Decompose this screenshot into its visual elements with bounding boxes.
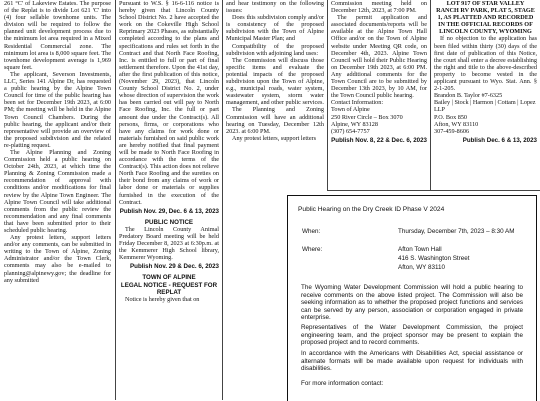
- column-3-hearing-issues: [226, 0, 324, 142]
- notice-paragraph: Any protest letters, support letters: [232, 134, 317, 142]
- contact-line: Alpine, WY 83128: [331, 120, 378, 128]
- contact-line: (307) 654-7757: [331, 127, 370, 135]
- notice-paragraph: Commission meeting held on December 12th, 2023, at 7:00 PM.: [331, 0, 427, 15]
- publish-dates: Publish Nov. 29 & Dec. 6, 2023: [130, 263, 219, 271]
- notice-paragraph: Notice is hereby given that on: [125, 295, 200, 303]
- publish-dates: Publish Nov. 8, 22 & Dec. 6, 2023: [331, 136, 427, 144]
- dry-creek-hearing-notice: [287, 195, 537, 401]
- notice-paragraph: The Commission will discuss those specific items and evaluate the potential impacts of the proposed subdivision upon the Town of Alpine, e.g., municipal roads, water system, wastewater system, storm water management, and other public services.: [226, 56, 324, 107]
- hearing-paragraph: Representatives of the Water Development Commission, the project engineering team, and the project sponsor may be present to explain the proposed project and to record comments.: [301, 324, 523, 347]
- contact-label: Contact Information:: [331, 99, 384, 107]
- notice-paragraph: The permit application and associated documents/reports will be available at the Alpine Town Hall Office and/or on the Town of Alpine website under Meeting QR code, on December 4th, 2023. Alpine Town Council will hold their Public Hearing on December 19th 2023, at 6:00 PM. Any additional comments for the Town Council are to be submitted by December 13th 2023, by 10 AM, for the Town Council public hearing.: [331, 14, 427, 100]
- notice-paragraph: Pursuant to W.S. § 16-6-116 notice is hereby given that Lincoln County School District No. 2 have accepted the work on the Cokeville High School Reprimary 2023 Phases, as substantially completed according to the plans and specifications and rules set forth in the Contract and that North Face Roofing, Inc. is entitled to full or part of final settlement therefore. Upon the 41st day, after the first publication of this notice, (November 29, 2023), that Lincoln County School District No. 2, under whose direction of supervision the work has been carried out will pay to North Face Roofing, Inc. the full or part amount due under the Contract(s). All persons, firms, or corporations who have any claims for work done or materials furnished on said public work are hereby notified that final payment will be made to North Face Roofing in accordance with the terms of the Contract(s). This action does not relieve North Face Roofing and the sureties on their bond from any claims of work or labor done or materials or supplies furnished in the execution of the Contract.: [119, 0, 219, 206]
- property-line: IN THE OFFICIAL RECORDS OF: [438, 21, 533, 29]
- column-5-title-notice: [434, 0, 537, 148]
- notice-paragraph: and hear testimony on the following issues:: [226, 0, 324, 15]
- notice-paragraph: The Alpine Planning and Zoning Commission held a public hearing on October 24th, 2023, at which time the Planning & Zoning Commission made a recommendation of approval with conditions and/or modifications for final review by the Alpine Town Engineer. The Alpine Town Council will take additional comments from the public review the recommendation and any final comments that have been submitted prior to their scheduled public hearing.: [4, 148, 111, 234]
- notice-paragraph: The Planning and Zoning Commission will have an additional hearing on Tuesday, December 12th 2023. at 6:00 PM.: [226, 106, 324, 135]
- publish-dates: Publish Dec. 6 & 13, 2023: [462, 136, 537, 144]
- when-label: When:: [302, 228, 321, 235]
- column-rule: [327, 0, 328, 190]
- column-rule: [430, 0, 431, 190]
- column-rule: [222, 0, 223, 400]
- notice-paragraph: 261 °C' of Lakeview Estates. The purpose of the Replat is to divide Lot 621 'C' into (4) four sellable townhome units. The division will be required to follow the planned unit development process due to the minimum lot area required in a Mixed Residential Commercial zone. The minimum lot area is 8,000 square feet. The townhome development average is 1,969 square feet.: [4, 0, 111, 71]
- contact-line: 250 River Circle – Box 3070: [331, 113, 403, 121]
- column-1-replat-notice: [4, 0, 111, 284]
- property-line: LINCOLN COUNTY, WYOMING: [439, 28, 532, 36]
- notice-paragraph: Any protest letters, support letters and/or any comments, can be submitted in writing to the Town of Alpine, Zoning Administrator and/or the Town Clerk, comments may also be e-mailed to planning@alpinewy.gov; the deadline for any submitted: [4, 234, 111, 284]
- publish-dates: Publish Nov. 29, Dec. 6 & 13, 2023: [119, 207, 219, 215]
- notice-heading: LEGAL NOTICE - REQUEST FOR REPLAT: [120, 281, 218, 296]
- notice-paragraph: The Lincoln County Animal Predatory Board meeting will be held Friday December 8, 2023 at 6:30p.m. at the Kemmerer High School library, Kemmerer Wyoming.: [119, 225, 219, 262]
- signature-line: Brandon B. Taylor #7-6325: [434, 92, 503, 100]
- hearing-paragraph: In accordance with the Americans with Disabilities Act, special assistance or alternate formats will be made available upon request for individuals with disabilities.: [301, 350, 523, 373]
- section-rule: [327, 190, 540, 191]
- notice-heading: PUBLIC NOTICE: [144, 218, 194, 226]
- when-value: Thursday, December 7th, 2023 – 8:30 AM: [398, 228, 515, 235]
- where-line: Afton, WY 83110: [398, 264, 446, 271]
- signature-line: 307-459-8606: [434, 127, 470, 135]
- notice-paragraph: The applicant, Severson Investments, LLC, Series 141 Alpine Dr, has requested a public hearing by the Alpine Town Council for time of the public hearing has been set for December 19th 2023, at 6:00 PM; the meeting will be held in the Alpine Town Council Chambers. During the public hearing, the applicant and/or their representative will provide an overview of the proposed subdivision and the related re-platting request.: [4, 70, 111, 149]
- notice-heading: TOWN OF ALPINE: [142, 274, 196, 282]
- column-4-council-hearing: [331, 0, 427, 148]
- property-line: LOT 917 OF STAR VALLEY: [446, 0, 525, 7]
- where-label: Where:: [302, 246, 323, 253]
- notice-paragraph: If no objection to the application has been filed within thirty (30) days of the first date of publication of this Notice, the court shall enter a decree establishing the right and title to the above-described property to become vested in the applicant pursuant to Wyo. Stat. Ann. § 2-1-205.: [434, 35, 537, 93]
- signature-line: Afton, WY 83110: [434, 120, 479, 128]
- where-line: 416 S. Washington Street: [398, 255, 470, 262]
- property-line: RANCH RV PARK, PLAT 5, STAGE: [436, 7, 535, 15]
- signature-line: Bailey | Stock | Harmon | Cottam | Lopez LLP: [434, 99, 536, 114]
- column-2-notices: [119, 0, 219, 303]
- contact-line: Town of Alpine: [331, 106, 370, 114]
- property-line: 1, AS PLATTED AND RECORDED: [437, 14, 534, 22]
- notice-paragraph: Compatibility of the proposed subdivision with adjoining land uses:: [226, 42, 324, 57]
- hearing-paragraph: The Wyoming Water Development Commission will hold a public hearing to receive comments on the above listed project. The Commission will also be seeking information as to whether the proposed project functions and services can be served by any person, association or corporation engaged in private enterprise.: [301, 284, 523, 322]
- where-line: Afton Town Hall: [398, 246, 442, 253]
- hearing-title: Public Hearing on the Dry Creek ID Phase V 2024: [298, 206, 445, 213]
- notice-paragraph: Does this subdivision comply and/or is consistency of the proposed subdivision with the Town of Alpine Municipal Master Plan; and: [226, 14, 324, 43]
- signature-line: P.O. Box 850: [434, 113, 468, 121]
- hearing-paragraph: For more information contact:: [301, 380, 384, 387]
- column-rule: [115, 0, 116, 400]
